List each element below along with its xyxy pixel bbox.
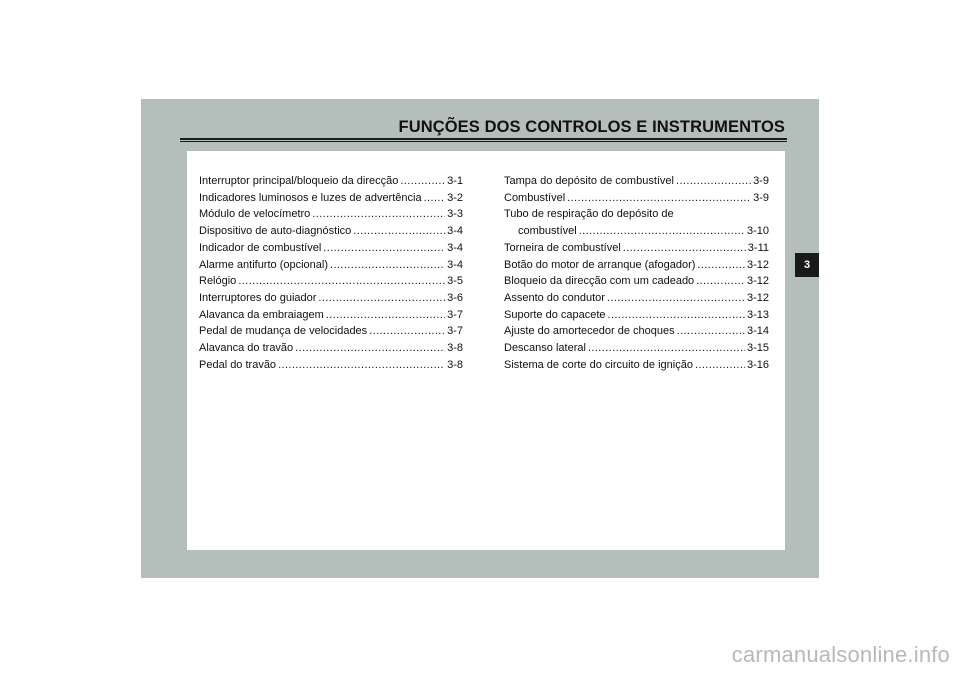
toc-entry[interactable] [199, 206, 463, 223]
toc-leader-dots [400, 173, 445, 190]
toc-leader-dots [424, 190, 446, 207]
toc-leader-dots [323, 240, 445, 257]
toc-entry-page: 3-12 [746, 291, 769, 304]
page-title: FUNÇÕES DOS CONTROLOS E INSTRUMENTOS [398, 118, 785, 136]
toc-entry-page: 3-7 [447, 308, 463, 321]
toc-entry-page: 3-12 [746, 258, 769, 271]
toc-entry-page: 3-16 [746, 358, 769, 371]
toc-leader-dots [295, 340, 445, 357]
toc-entry-page: 3-12 [746, 275, 769, 288]
toc-right-column [504, 173, 769, 373]
toc-entry[interactable] [504, 307, 769, 324]
toc-entry-title-cont: combustível [518, 225, 577, 238]
toc-leader-dots [696, 273, 745, 290]
toc-leader-dots [695, 357, 745, 374]
toc-entry[interactable] [504, 173, 769, 190]
toc-entry[interactable] [199, 190, 463, 207]
toc-entry[interactable] [199, 307, 463, 324]
toc-leader-dots [607, 290, 745, 307]
toc-entry-title: Ajuste do amortecedor de choques [504, 325, 675, 338]
toc-leader-dots [677, 323, 745, 340]
toc-entry-page: 3-6 [447, 291, 463, 304]
toc-entry-page: 3-7 [447, 325, 463, 338]
toc-entry-page: 3-2 [447, 191, 463, 204]
toc-leader-dots [697, 257, 745, 274]
toc-leader-dots [608, 307, 745, 324]
title-underline-thin [180, 141, 787, 142]
toc-entry-page: 3-14 [746, 325, 769, 338]
toc-left-column [199, 173, 463, 373]
toc-leader-dots [278, 357, 445, 374]
toc-entry[interactable] [504, 273, 769, 290]
toc-entry[interactable] [504, 240, 769, 257]
toc-leader-dots [330, 257, 445, 274]
toc-entry-page: 3-9 [753, 175, 769, 187]
toc-entry-title: Descanso lateral [504, 342, 586, 355]
toc-entry[interactable] [199, 357, 463, 374]
watermark: carmanualsonline.info [731, 642, 950, 667]
toc-entry-page: 3-11 [747, 241, 769, 254]
toc-leader-dots [312, 206, 445, 223]
toc-entry-page: 3-4 [447, 258, 463, 271]
toc-entry[interactable] [504, 340, 769, 357]
toc-entry-continuation[interactable] [504, 223, 769, 240]
toc-entry[interactable] [199, 323, 463, 340]
toc-entry-title: Pedal de mudança de velocidades [199, 325, 368, 338]
toc-entry-title: Interruptor principal/bloqueio da direcção [199, 175, 399, 187]
toc-leader-dots [579, 223, 745, 240]
toc-entry-title: Alavanca da embraiagem [199, 308, 324, 321]
toc-entry-title: Suporte do capacete [504, 308, 606, 321]
title-underline [180, 138, 787, 140]
toc-entry[interactable] [199, 257, 463, 274]
toc-entry-title: Módulo de velocímetro [199, 208, 311, 221]
toc-leader-dots [238, 273, 445, 290]
toc-entry-title: Assento do condutor [504, 291, 605, 304]
toc-entry[interactable] [199, 240, 463, 257]
toc-entry-page: 3-8 [447, 342, 463, 355]
toc-entry-title: Tubo de respiração do depósito de [504, 208, 674, 221]
toc-entry-page: 3-4 [447, 241, 463, 254]
toc-entry-title: Interruptores do guiador [199, 291, 317, 304]
toc-entry-title: Bloqueio da direcção com um cadeado [504, 275, 695, 288]
toc-entry-title: Dispositivo de auto-diagnóstico [199, 225, 352, 238]
toc-entry[interactable] [504, 357, 769, 374]
toc-entry-page: 3-3 [447, 208, 463, 221]
toc-entry-title: Indicador de combustível [199, 241, 322, 254]
toc-leader-dots [369, 323, 445, 340]
toc-entry[interactable] [199, 290, 463, 307]
toc-entry-page: 3-9 [753, 191, 769, 204]
toc-leader-dots [318, 290, 445, 307]
toc-leader-dots [353, 223, 445, 240]
toc-entry-title: Alarme antifurto (opcional) [199, 258, 329, 271]
toc-entry-title: Pedal do travão [199, 358, 277, 371]
toc-entry-page: 3-5 [447, 275, 463, 288]
toc-entry-page: 3-1 [447, 175, 463, 187]
toc-entry-title: Botão do motor de arranque (afogador) [504, 258, 696, 271]
toc-entry[interactable] [504, 323, 769, 340]
toc-entry-title: Indicadores luminosos e luzes de advertência [199, 191, 422, 204]
toc-entry-multiline[interactable] [504, 206, 769, 223]
toc-entry-title: Tampa do depósito de combustível [504, 175, 674, 187]
toc-entry-title: Torneira de combustível [504, 241, 621, 254]
toc-entry[interactable] [504, 290, 769, 307]
toc-entry-page: 3-15 [746, 342, 769, 355]
toc-entry[interactable] [504, 257, 769, 274]
toc-leader-dots [676, 173, 751, 190]
toc-entry-title: Sistema de corte do circuito de ignição [504, 358, 693, 371]
toc-entry-page: 3-8 [447, 358, 463, 371]
toc-entry[interactable] [199, 223, 463, 240]
toc-entry[interactable] [199, 173, 463, 190]
toc-entry-title: Alavanca do travão [199, 342, 294, 355]
toc-entry-title: Combustível [504, 191, 566, 204]
toc-entry-title: Relógio [199, 275, 237, 288]
toc-leader-dots [567, 190, 751, 207]
toc-entry-page: 3-13 [746, 308, 769, 321]
toc-leader-dots [588, 340, 745, 357]
toc-entry-page: 3-10 [746, 225, 769, 238]
toc-entry[interactable] [199, 340, 463, 357]
chapter-tab[interactable]: 3 [795, 253, 819, 277]
toc-entry-page: 3-4 [447, 225, 463, 238]
toc-entry[interactable] [199, 273, 463, 290]
toc-leader-dots [326, 307, 445, 324]
toc-entry[interactable] [504, 190, 769, 207]
toc-leader-dots [623, 240, 746, 257]
